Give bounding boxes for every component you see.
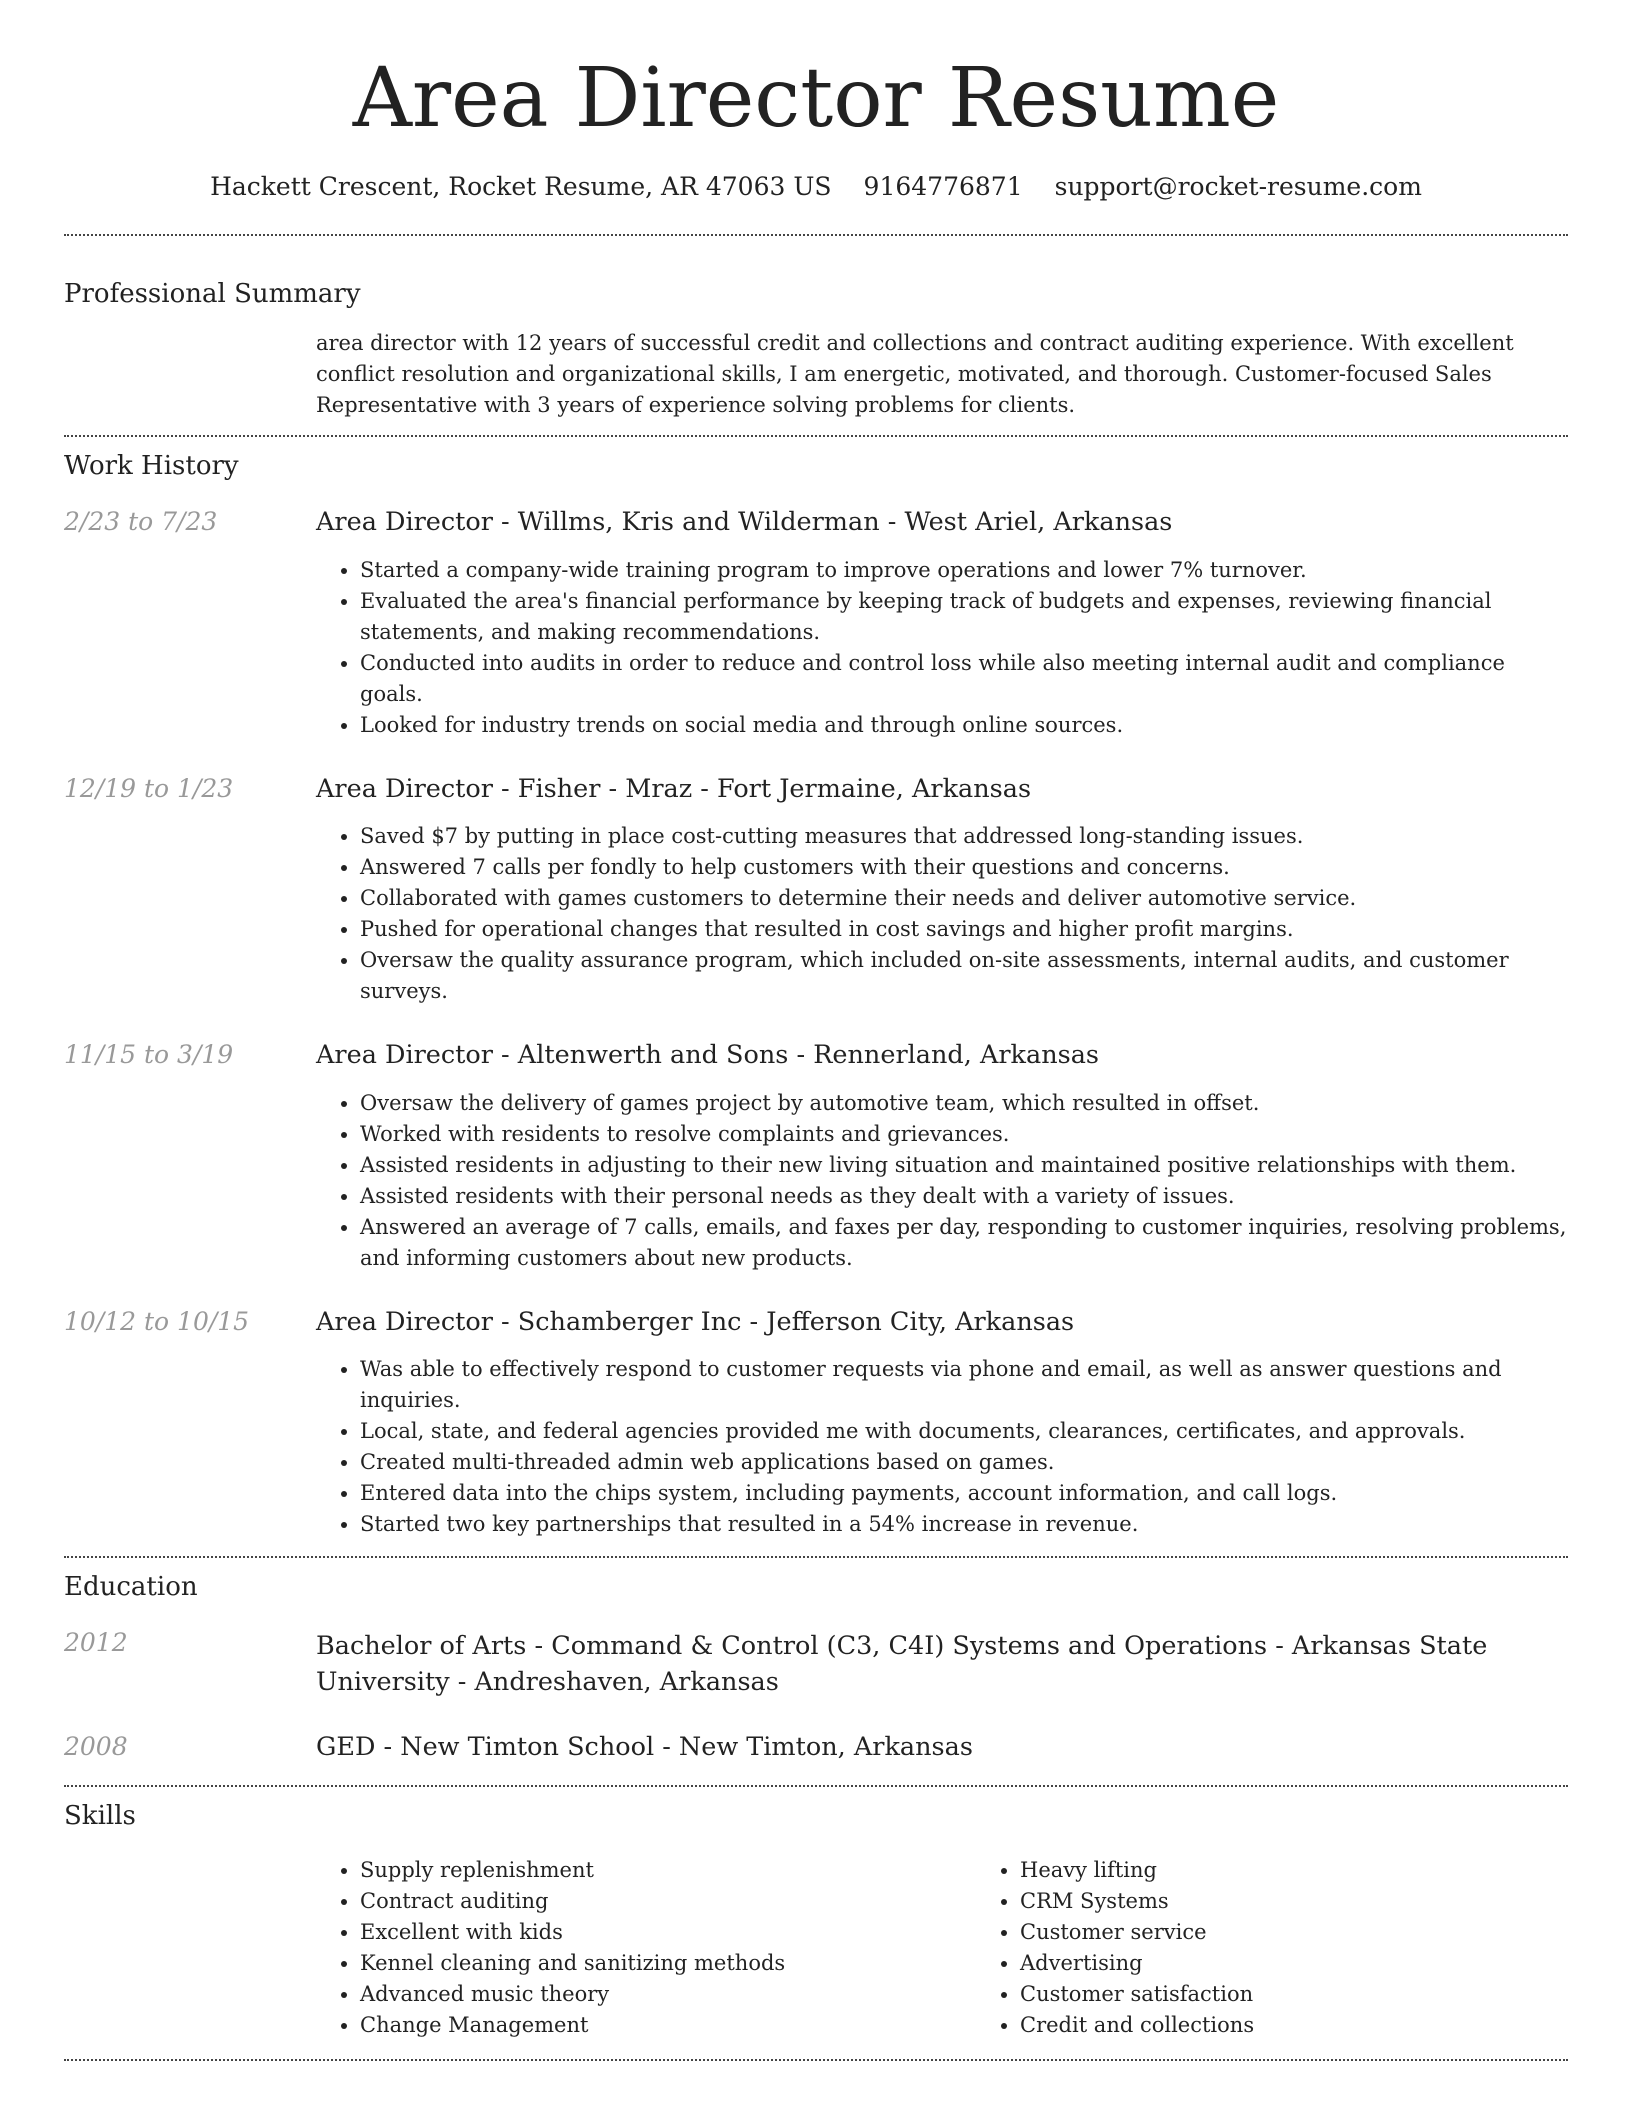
skill-item: • Excellent with kids [360, 1917, 976, 1948]
section-title-summary: Professional Summary [64, 279, 361, 309]
skill-item: • Credit and collections [1020, 2010, 1632, 2041]
work-section [64, 437, 1568, 1540]
skills-list-left [316, 1855, 976, 2041]
job-heading: Area Director - Willms, Kris and Wilderman - West Ariel, Arkansas [316, 507, 1173, 537]
list-item: • Evaluated the area's financial performance by keeping track of budgets and expenses, reviewing financial statements, and making recommendations. [360, 586, 1568, 648]
skill-item: • Change Management [360, 2010, 976, 2041]
list-item: • Pushed for operational changes that resulted in cost savings and higher profit margins. [360, 914, 1568, 945]
job-entry [64, 774, 1568, 1008]
job-bullets [316, 1354, 1568, 1540]
summary-section [64, 236, 1568, 421]
list-item: • Answered 7 calls per fondly to help customers with their questions and concerns. [360, 852, 1568, 883]
job-dates: 11/15 to 3/19 [64, 1040, 234, 1070]
skill-item: • Advertising [1020, 1948, 1632, 1979]
job-dates: 2/23 to 7/23 [64, 507, 218, 536]
page-title: Area Director Resume [352, 51, 1280, 146]
skill-item: • Customer satisfaction [1020, 1979, 1632, 2010]
list-item: • Started a company-wide training program to improve operations and lower 7% turnover. [360, 555, 1568, 586]
list-item: • Answered an average of 7 calls, emails, and faxes per day, responding to customer inquiries, resolving problems, and informing customers about new products. [360, 1212, 1568, 1274]
skill-item: • Kennel cleaning and sanitizing methods [360, 1948, 976, 1979]
job-heading: Area Director - Fisher - Mraz - Fort Jermaine, Arkansas [316, 773, 1032, 804]
education-section [64, 1558, 1568, 1763]
summary-text: area director with 12 years of successful credit and collections and contract auditing experience. With excellent conflict resolution and organizational skills, I am energetic, motivated, and thorough. Customer-focused Sales Representative with 3 years of experience solving problems for clients. [316, 331, 1514, 417]
list-item: • Assisted residents in adjusting to their new living situation and maintained positive relationships with them. [360, 1150, 1568, 1181]
education-entry [64, 1732, 1568, 1763]
skill-item: • Heavy lifting [1020, 1855, 1632, 1886]
contact-line [64, 172, 1568, 201]
skill-item: • CRM Systems [1020, 1886, 1632, 1917]
section-title-work: Work History [64, 451, 239, 481]
list-item: • Looked for industry trends on social media and through online sources. [360, 710, 1568, 741]
education-degree: Bachelor of Arts - Command & Control (C3, C4I) Systems and Operations - Arkansas State University - Andreshaven, Arkansas [316, 1631, 1488, 1698]
skill-item: • Advanced music theory [360, 1979, 976, 2010]
summary-spacer [64, 328, 316, 421]
list-item: • Was able to effectively respond to customer requests via phone and email, as well as answer questions and inquiries. [360, 1354, 1568, 1416]
skills-spacer [64, 1855, 316, 2041]
skills-section [64, 1787, 1568, 2041]
job-entry [64, 1307, 1568, 1541]
divider [64, 2059, 1568, 2061]
skills-columns [316, 1855, 1632, 2041]
education-entry [64, 1628, 1568, 1700]
job-bullets [316, 821, 1568, 1007]
skill-item: • Customer service [1020, 1917, 1632, 1948]
list-item: • Local, state, and federal agencies provided me with documents, clearances, certificates, and approvals. [360, 1416, 1568, 1447]
contact-email: support@rocket-resume.com [1054, 172, 1422, 201]
resume-header [64, 0, 1568, 201]
list-item: • Started two key partnerships that resulted in a 54% increase in revenue. [360, 1509, 1568, 1540]
list-item: • Conducted into audits in order to reduce and control loss while also meeting internal audit and compliance goals. [360, 648, 1568, 710]
contact-phone: 9164776871 [863, 172, 1023, 201]
skill-item: • Supply replenishment [360, 1855, 976, 1886]
job-entry [64, 1040, 1568, 1274]
list-item: • Oversaw the quality assurance program, which included on-site assessments, internal audits, and customer surveys. [360, 945, 1568, 1007]
job-bullets [316, 555, 1568, 741]
education-year: 2012 [64, 1628, 128, 1658]
list-item: • Created multi-threaded admin web applications based on games. [360, 1447, 1568, 1478]
job-heading: Area Director - Altenwerth and Sons - Rennerland, Arkansas [316, 1040, 1100, 1071]
job-heading: Area Director - Schamberger Inc - Jefferson City, Arkansas [316, 1306, 1075, 1337]
section-title-skills: Skills [64, 1800, 136, 1831]
job-entry [64, 507, 1568, 741]
education-degree: GED - New Timton School - New Timton, Arkansas [316, 1732, 973, 1763]
list-item: • Collaborated with games customers to determine their needs and deliver automotive service. [360, 883, 1568, 914]
list-item: • Oversaw the delivery of games project by automotive team, which resulted in offset. [360, 1088, 1568, 1119]
list-item: • Worked with residents to resolve complaints and grievances. [360, 1119, 1568, 1150]
section-title-education: Education [64, 1572, 198, 1603]
list-item: • Entered data into the chips system, including payments, account information, and call logs. [360, 1478, 1568, 1509]
job-dates: 12/19 to 1/23 [64, 773, 234, 803]
skill-item: • Contract auditing [360, 1886, 976, 1917]
job-dates: 10/12 to 10/15 [64, 1306, 250, 1336]
skills-list-right [976, 1855, 1632, 2041]
list-item: • Saved $7 by putting in place cost-cutting measures that addressed long-standing issues. [360, 821, 1568, 852]
job-bullets [316, 1088, 1568, 1274]
education-year: 2008 [64, 1732, 128, 1762]
list-item: • Assisted residents with their personal needs as they dealt with a variety of issues. [360, 1181, 1568, 1212]
contact-address: Hackett Crescent, Rocket Resume, AR 47063 US [210, 172, 832, 201]
